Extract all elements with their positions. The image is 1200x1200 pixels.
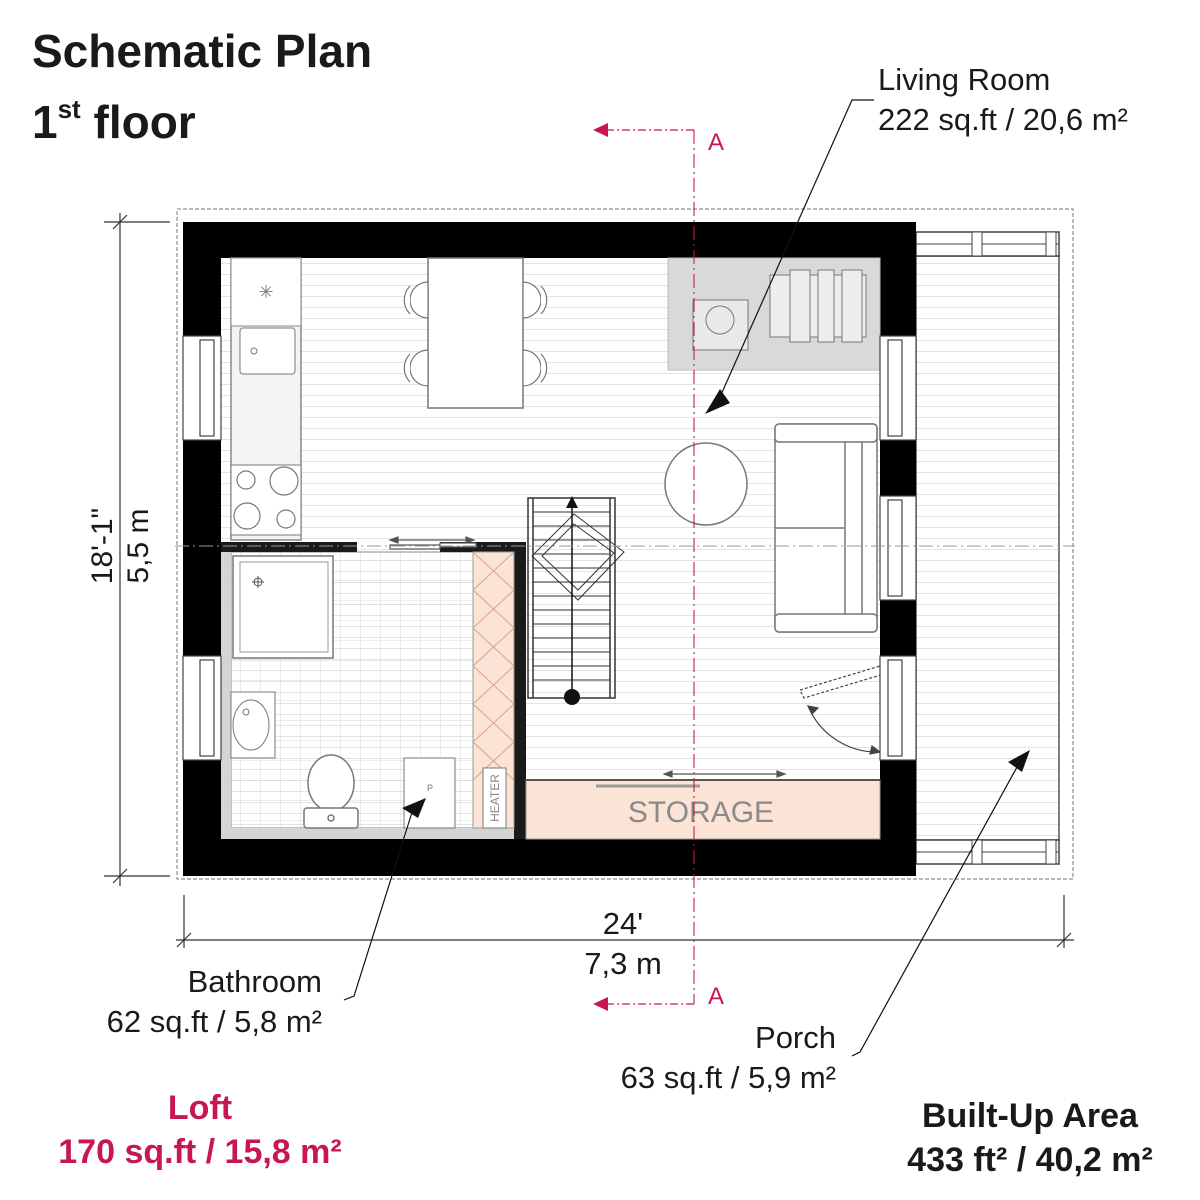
toilet — [304, 755, 358, 828]
built-up-value: 433 ft² / 40,2 m² — [907, 1141, 1153, 1179]
loft-name: Loft — [167, 1089, 233, 1127]
depth-imperial: 18'-1" — [86, 507, 119, 585]
porch-area: 63 sq.ft / 5,9 m² — [620, 1060, 836, 1095]
partition-vertical — [514, 552, 526, 839]
bookshelf — [770, 270, 866, 342]
shower — [233, 556, 333, 658]
built-up-name: Built-Up Area — [922, 1097, 1138, 1135]
bathroom-wall-bottom — [221, 828, 519, 839]
width-metric: 7,3 m — [584, 946, 662, 981]
porch-name: Porch — [755, 1020, 836, 1055]
section-arrow-top — [593, 123, 608, 137]
floor-superscript: st — [57, 94, 81, 124]
bathroom-area: 62 sq.ft / 5,8 m² — [106, 1004, 322, 1039]
living-room-name: Living Room — [878, 62, 1051, 97]
floor-word: floor — [80, 96, 196, 148]
sofa — [775, 424, 877, 632]
bathroom-wall-left — [221, 552, 231, 839]
kitchen-sink — [240, 328, 295, 374]
plan-title-line1: Schematic Plan — [32, 25, 373, 77]
porch-deck — [916, 256, 1059, 840]
floor-number: 1 — [32, 96, 58, 148]
section-marker-top: A — [708, 129, 725, 156]
storage-label: STORAGE — [627, 796, 775, 829]
heater-label: HEATER — [488, 774, 502, 822]
bathroom-name: Bathroom — [187, 964, 322, 999]
section-marker-bottom: A — [708, 983, 725, 1010]
partition-wall — [221, 542, 357, 552]
round-table — [665, 443, 747, 525]
washer-mark: P — [426, 783, 434, 793]
fireplace — [693, 300, 748, 350]
width-dimension-line — [176, 895, 1074, 948]
bathroom-sink — [231, 692, 275, 758]
depth-metric: 5,5 m — [122, 508, 155, 584]
kitchen-stove — [231, 465, 301, 535]
width-imperial: 24' — [602, 906, 644, 941]
washer-box — [404, 758, 455, 828]
svg-text:✳: ✳ — [258, 282, 274, 302]
section-arrow-bottom — [593, 997, 608, 1011]
stair-start-dot — [564, 689, 580, 705]
dining-table — [428, 258, 523, 408]
living-room-area: 222 sq.ft / 20,6 m² — [878, 102, 1128, 137]
loft-area: 170 sq.ft / 15,8 m² — [58, 1133, 342, 1171]
